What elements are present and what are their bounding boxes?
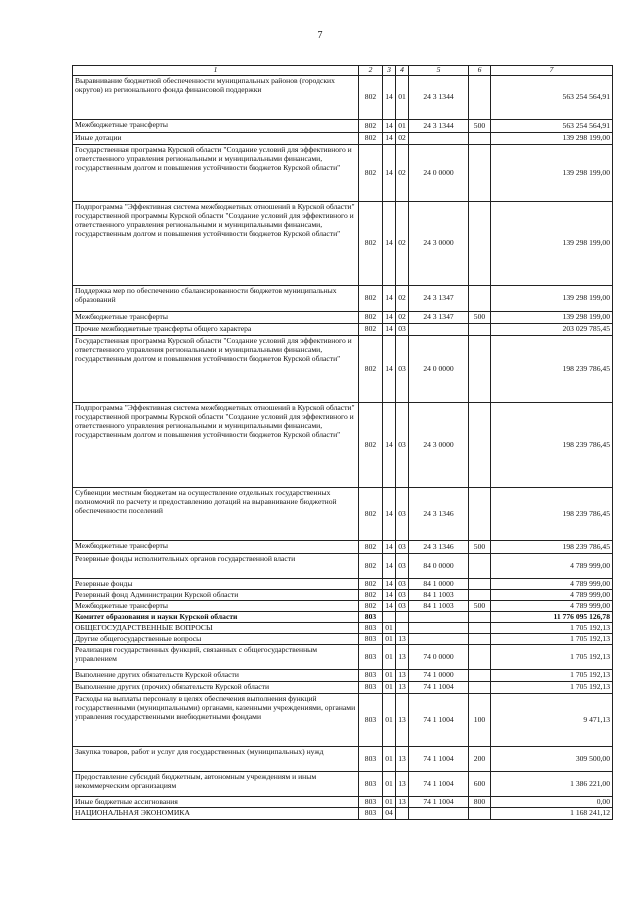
row-subsection: 13 — [396, 694, 409, 747]
table-row — [73, 403, 613, 488]
row-name: Иные дотации — [73, 133, 359, 145]
row-grbs: 803 — [359, 623, 383, 634]
row-section — [383, 612, 396, 623]
row-expense-type — [469, 634, 491, 645]
row-expense-type: 200 — [469, 747, 491, 772]
row-section: 14 — [383, 590, 396, 601]
row-section: 14 — [383, 554, 396, 579]
row-amount: 139 298 199,00 — [491, 145, 613, 202]
row-subsection: 13 — [396, 670, 409, 682]
row-grbs: 802 — [359, 202, 383, 286]
row-section: 01 — [383, 772, 396, 797]
row-section: 01 — [383, 634, 396, 645]
row-section: 14 — [383, 120, 396, 133]
row-target-article: 74 0 0000 — [409, 645, 469, 670]
row-target-article: 84 1 1003 — [409, 590, 469, 601]
header-cell: 5 — [409, 66, 469, 76]
row-target-article — [409, 324, 469, 336]
row-expense-type — [469, 645, 491, 670]
row-subsection: 02 — [396, 133, 409, 145]
row-name: Закупка товаров, работ и услуг для государственных (муниципальных) нужд — [73, 747, 359, 772]
table-row — [73, 541, 613, 554]
row-grbs: 803 — [359, 694, 383, 747]
row-amount: 4 789 999,00 — [491, 601, 613, 612]
row-name: Резервные фонды — [73, 579, 359, 590]
row-name: Поддержка мер по обеспечению сбалансированности бюджетов муниципальных образований — [73, 286, 359, 312]
row-section: 01 — [383, 682, 396, 694]
row-target-article — [409, 612, 469, 623]
row-section: 14 — [383, 286, 396, 312]
row-section: 14 — [383, 133, 396, 145]
table-row — [73, 682, 613, 694]
row-expense-type — [469, 808, 491, 820]
row-expense-type: 500 — [469, 601, 491, 612]
row-subsection — [396, 808, 409, 820]
budget-table — [72, 65, 613, 820]
row-target-article: 24 0 0000 — [409, 145, 469, 202]
row-expense-type — [469, 76, 491, 120]
row-amount: 1 168 241,12 — [491, 808, 613, 820]
row-amount: 198 239 786,45 — [491, 403, 613, 488]
row-expense-type — [469, 682, 491, 694]
row-target-article: 84 1 1003 — [409, 601, 469, 612]
row-name: Иные бюджетные ассигнования — [73, 797, 359, 808]
row-expense-type — [469, 579, 491, 590]
row-name: Государственная программа Курской области "Создание условий для эффективного и ответственного управления региональными и муниципальными финансами, государственным долгом и повышения устойчивости бюджетов Курской области" — [73, 145, 359, 202]
row-amount: 198 239 786,45 — [491, 336, 613, 403]
row-subsection: 13 — [396, 682, 409, 694]
table-row — [73, 747, 613, 772]
row-expense-type — [469, 145, 491, 202]
row-name: Межбюджетные трансферты — [73, 120, 359, 133]
row-grbs: 803 — [359, 808, 383, 820]
row-subsection: 03 — [396, 590, 409, 601]
row-section: 14 — [383, 145, 396, 202]
row-grbs: 803 — [359, 682, 383, 694]
row-name: Субвенции местным бюджетам на осуществление отдельных государственных полномочий по расчету и предоставлению дотаций на выравнивание бюджетной обеспеченности поселений — [73, 488, 359, 541]
row-section: 14 — [383, 336, 396, 403]
row-grbs: 803 — [359, 747, 383, 772]
row-amount: 1 705 192,13 — [491, 645, 613, 670]
row-name: Выравнивание бюджетной обеспеченности муниципальных районов (городских округов) из регионального фонда финансовой поддержки — [73, 76, 359, 120]
row-name: Другие общегосударственные вопросы — [73, 634, 359, 645]
row-section: 14 — [383, 202, 396, 286]
row-target-article — [409, 808, 469, 820]
row-amount: 4 789 999,00 — [491, 579, 613, 590]
row-section: 01 — [383, 645, 396, 670]
row-amount: 563 254 564,91 — [491, 120, 613, 133]
table-row — [73, 645, 613, 670]
row-expense-type — [469, 612, 491, 623]
row-name: ОБЩЕГОСУДАРСТВЕННЫЕ ВОПРОСЫ — [73, 623, 359, 634]
row-amount: 9 471,13 — [491, 694, 613, 747]
row-subsection: 02 — [396, 286, 409, 312]
row-amount: 203 029 785,45 — [491, 324, 613, 336]
row-subsection: 13 — [396, 645, 409, 670]
row-grbs: 802 — [359, 554, 383, 579]
row-target-article: 24 3 0000 — [409, 403, 469, 488]
row-expense-type: 500 — [469, 541, 491, 554]
row-grbs: 802 — [359, 541, 383, 554]
row-name: Межбюджетные трансферты — [73, 541, 359, 554]
row-subsection: 02 — [396, 145, 409, 202]
table-row — [73, 488, 613, 541]
row-name: Комитет образования и науки Курской области — [73, 612, 359, 623]
row-amount: 139 298 199,00 — [491, 286, 613, 312]
table-row — [73, 634, 613, 645]
row-grbs: 802 — [359, 579, 383, 590]
row-subsection: 13 — [396, 772, 409, 797]
row-section: 01 — [383, 797, 396, 808]
row-expense-type — [469, 202, 491, 286]
row-subsection: 13 — [396, 634, 409, 645]
row-grbs: 802 — [359, 590, 383, 601]
table-row — [73, 336, 613, 403]
table-row — [73, 133, 613, 145]
row-target-article: 24 3 1347 — [409, 286, 469, 312]
row-expense-type: 500 — [469, 120, 491, 133]
row-grbs: 803 — [359, 772, 383, 797]
table-row — [73, 590, 613, 601]
row-section: 14 — [383, 403, 396, 488]
table-row — [73, 312, 613, 324]
row-grbs: 802 — [359, 120, 383, 133]
row-section: 14 — [383, 488, 396, 541]
row-target-article: 24 3 1344 — [409, 120, 469, 133]
row-subsection — [396, 612, 409, 623]
row-name: Предоставление субсидий бюджетным, автономным учреждениям и иным некоммерческим организациям — [73, 772, 359, 797]
row-amount: 198 239 786,45 — [491, 541, 613, 554]
row-grbs: 803 — [359, 670, 383, 682]
table-row — [73, 797, 613, 808]
row-expense-type — [469, 590, 491, 601]
row-target-article: 74 1 1004 — [409, 694, 469, 747]
row-subsection: 03 — [396, 554, 409, 579]
row-grbs: 803 — [359, 797, 383, 808]
row-grbs: 802 — [359, 286, 383, 312]
row-subsection: 01 — [396, 120, 409, 133]
table-row — [73, 601, 613, 612]
row-section: 01 — [383, 623, 396, 634]
row-subsection: 03 — [396, 601, 409, 612]
table-row — [73, 554, 613, 579]
row-amount: 309 500,00 — [491, 747, 613, 772]
row-target-article — [409, 133, 469, 145]
row-grbs: 803 — [359, 645, 383, 670]
row-grbs: 802 — [359, 76, 383, 120]
row-amount: 139 298 199,00 — [491, 312, 613, 324]
header-cell: 1 — [73, 66, 359, 76]
row-subsection: 03 — [396, 403, 409, 488]
table-row — [73, 612, 613, 623]
row-name: Межбюджетные трансферты — [73, 601, 359, 612]
row-subsection: 03 — [396, 541, 409, 554]
row-grbs: 802 — [359, 324, 383, 336]
table-row — [73, 286, 613, 312]
row-expense-type — [469, 670, 491, 682]
row-subsection: 03 — [396, 488, 409, 541]
row-section: 14 — [383, 541, 396, 554]
table-row — [73, 670, 613, 682]
row-name: Расходы на выплаты персоналу в целях обеспечения выполнения функций государственными (муниципальными) органами, казенными учреждениями, органами управления государственными внебюджетными фондами — [73, 694, 359, 747]
row-grbs: 803 — [359, 634, 383, 645]
row-amount: 1 705 192,13 — [491, 670, 613, 682]
row-amount: 563 254 564,91 — [491, 76, 613, 120]
row-target-article: 74 1 1004 — [409, 682, 469, 694]
row-target-article: 84 1 0000 — [409, 579, 469, 590]
row-target-article: 24 3 1346 — [409, 488, 469, 541]
row-target-article: 24 3 1347 — [409, 312, 469, 324]
table-row — [73, 202, 613, 286]
row-subsection: 03 — [396, 324, 409, 336]
table-row — [73, 76, 613, 120]
row-expense-type: 600 — [469, 772, 491, 797]
table-row — [73, 145, 613, 202]
header-cell: 6 — [469, 66, 491, 76]
row-expense-type — [469, 403, 491, 488]
row-target-article: 24 3 0000 — [409, 202, 469, 286]
row-amount: 4 789 999,00 — [491, 590, 613, 601]
row-grbs: 802 — [359, 336, 383, 403]
row-expense-type: 500 — [469, 312, 491, 324]
row-subsection: 03 — [396, 336, 409, 403]
row-expense-type — [469, 133, 491, 145]
row-section: 14 — [383, 324, 396, 336]
row-grbs: 802 — [359, 403, 383, 488]
row-subsection: 02 — [396, 202, 409, 286]
row-name: Резервные фонды исполнительных органов государственной власти — [73, 554, 359, 579]
row-name: Государственная программа Курской области "Создание условий для эффективного и ответственного управления региональными и муниципальными финансами, государственным долгом и повышения устойчивости бюджетов Курской области" — [73, 336, 359, 403]
page-number: 7 — [317, 30, 323, 41]
row-target-article: 84 0 0000 — [409, 554, 469, 579]
row-grbs: 803 — [359, 612, 383, 623]
row-target-article — [409, 623, 469, 634]
row-subsection: 01 — [396, 76, 409, 120]
row-grbs: 802 — [359, 312, 383, 324]
row-target-article: 24 3 1344 — [409, 76, 469, 120]
row-name: Выполнение других (прочих) обязательств Курской области — [73, 682, 359, 694]
row-name: Выполнение других обязательств Курской области — [73, 670, 359, 682]
row-name: Подпрограмма "Эффективная система межбюджетных отношений в Курской области" государственной программы Курской области "Создание условий для эффективного и ответственного управления региональными и муниципальными финансами, государственным долгом и повышения устойчивости бюджетов Курской области" — [73, 403, 359, 488]
row-amount: 1 705 192,13 — [491, 634, 613, 645]
row-expense-type — [469, 623, 491, 634]
table-row — [73, 808, 613, 820]
row-section: 14 — [383, 601, 396, 612]
row-target-article: 74 1 1004 — [409, 747, 469, 772]
header-row — [73, 66, 613, 76]
row-section: 14 — [383, 76, 396, 120]
row-subsection: 03 — [396, 579, 409, 590]
row-subsection: 13 — [396, 797, 409, 808]
row-grbs: 802 — [359, 601, 383, 612]
row-subsection — [396, 623, 409, 634]
row-expense-type: 800 — [469, 797, 491, 808]
row-amount: 4 789 999,00 — [491, 554, 613, 579]
row-amount: 139 298 199,00 — [491, 133, 613, 145]
row-target-article: 74 1 0000 — [409, 670, 469, 682]
row-name: Реализация государственных функций, связанных с общегосударственным управлением — [73, 645, 359, 670]
row-section: 01 — [383, 670, 396, 682]
row-amount: 1 705 192,13 — [491, 623, 613, 634]
row-section: 01 — [383, 747, 396, 772]
row-target-article: 74 1 1004 — [409, 797, 469, 808]
row-amount: 11 776 095 126,78 — [491, 612, 613, 623]
table-row — [73, 120, 613, 133]
row-amount: 198 239 786,45 — [491, 488, 613, 541]
row-grbs: 802 — [359, 488, 383, 541]
row-subsection: 02 — [396, 312, 409, 324]
row-amount: 1 705 192,13 — [491, 682, 613, 694]
row-grbs: 802 — [359, 145, 383, 202]
row-grbs: 802 — [359, 133, 383, 145]
row-target-article: 24 0 0000 — [409, 336, 469, 403]
row-name: НАЦИОНАЛЬНАЯ ЭКОНОМИКА — [73, 808, 359, 820]
row-target-article: 74 1 1004 — [409, 772, 469, 797]
table-row — [73, 324, 613, 336]
table-row — [73, 694, 613, 747]
row-name: Прочие межбюджетные трансферты общего характера — [73, 324, 359, 336]
row-target-article: 24 3 1346 — [409, 541, 469, 554]
table-row — [73, 579, 613, 590]
row-expense-type — [469, 554, 491, 579]
row-expense-type — [469, 286, 491, 312]
table-row — [73, 623, 613, 634]
row-expense-type — [469, 488, 491, 541]
row-expense-type — [469, 324, 491, 336]
row-subsection: 13 — [396, 747, 409, 772]
header-cell: 2 — [359, 66, 383, 76]
row-amount: 1 386 221,00 — [491, 772, 613, 797]
row-section: 14 — [383, 579, 396, 590]
row-section: 04 — [383, 808, 396, 820]
header-cell: 7 — [491, 66, 613, 76]
row-amount: 0,00 — [491, 797, 613, 808]
row-amount: 139 298 199,00 — [491, 202, 613, 286]
row-expense-type — [469, 336, 491, 403]
row-expense-type: 100 — [469, 694, 491, 747]
row-name: Межбюджетные трансферты — [73, 312, 359, 324]
header-cell: 4 — [396, 66, 409, 76]
row-name: Подпрограмма "Эффективная система межбюджетных отношений в Курской области" государственной программы Курской области "Создание условий для эффективного и ответственного управления региональными и муниципальными финансами, государственным долгом и повышения устойчивости бюджетов Курской области" — [73, 202, 359, 286]
table-row — [73, 772, 613, 797]
header-cell: 3 — [383, 66, 396, 76]
row-name: Резервный фонд Администрации Курской области — [73, 590, 359, 601]
row-section: 01 — [383, 694, 396, 747]
row-target-article — [409, 634, 469, 645]
row-section: 14 — [383, 312, 396, 324]
